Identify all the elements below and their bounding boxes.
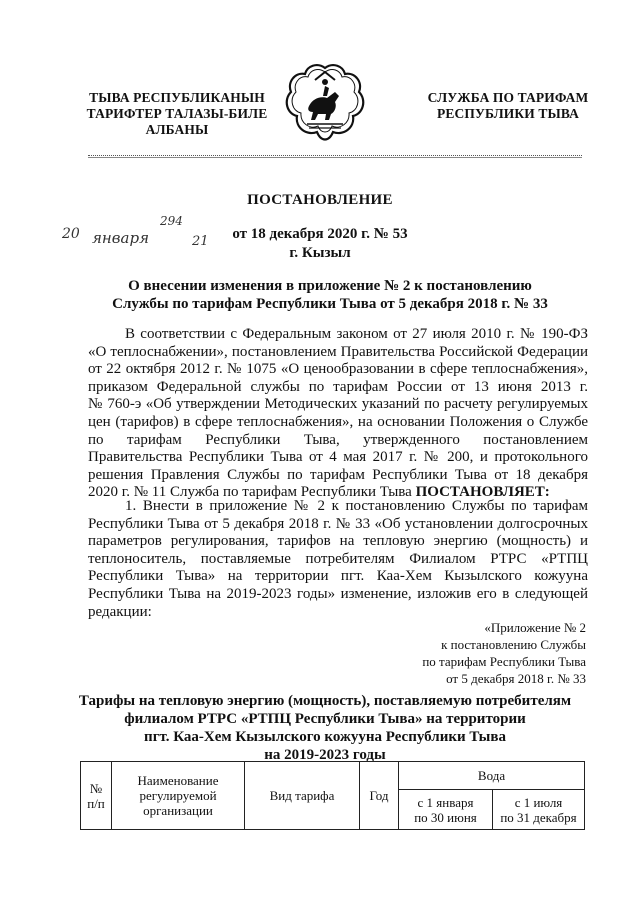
preamble-line: от 22 октября 2012 г. № 1075 «О ценообразовании в сфере теплоснабжения»,	[88, 361, 588, 378]
header-line: с 1 января	[417, 794, 474, 810]
handwritten-reg-number: 294	[160, 214, 183, 228]
handwritten-year: 21	[192, 234, 209, 249]
preamble-line: «О теплоснабжении», постановлением Правительства Российской Федерации	[88, 343, 588, 360]
table-header-water: Вода	[399, 762, 585, 790]
preamble-line: В соответствии с Федеральным законом от 27 июля 2010 г. № 190-ФЗ	[125, 326, 588, 342]
table-title	[60, 692, 590, 764]
header-line: организации	[143, 803, 213, 818]
item-line: редакции:	[88, 603, 152, 620]
table-header-organization	[112, 762, 245, 830]
table-title-line: Тарифы на тепловую энергию (мощность), поставляемую потребителям	[78, 693, 572, 709]
item-1-paragraph	[88, 498, 588, 621]
table-title-line: пгт. Каа-Хем Кызылского кожууна Республики Тыва	[144, 729, 506, 745]
org-name-line: СЛУЖБА ПО ТАРИФАМ	[427, 90, 589, 105]
header-line: №	[89, 780, 103, 796]
appendix-line: от 5 декабря 2018 г. № 33	[446, 671, 586, 686]
subject-line: Службы по тарифам Республики Тыва от 5 декабря 2018 г. № 33	[112, 296, 548, 312]
header-line: по 30 июня	[414, 809, 477, 825]
table-header-number	[81, 762, 112, 830]
header-line: Наименование	[137, 773, 219, 788]
preamble-line: № 760-э «Об утверждении Методических указаний по расчету регулируемых	[88, 396, 588, 413]
document-subject	[80, 277, 580, 313]
org-name-line: ТАРИФТЕР ТАЛАЗЫ-БИЛЕ	[86, 106, 268, 121]
item-line: Республики Тыва» на территории пгт. Каа-Хем Кызылского кожууна	[88, 568, 588, 585]
table-header-year: Год	[360, 762, 399, 830]
table-header-first-half	[399, 790, 493, 830]
header-line: регулируемой	[139, 788, 217, 803]
item-line: Республики Тыва от 5 декабря 2018 г. № 33 «Об установлении долгосрочных	[88, 515, 588, 532]
preamble-line: Правительства Республики Тыва от 4 мая 2017 г. № 200, и протокольного	[88, 449, 588, 466]
subject-line: О внесении изменения в приложение № 2 к постановлению	[128, 278, 532, 294]
document-date-number: от 18 декабря 2020 г. № 53	[232, 226, 408, 242]
preamble-line: цен (тарифов) в сфере теплоснабжения», на основании Положения о Службе	[88, 413, 588, 430]
org-name-line: РЕСПУБЛИКИ ТЫВА	[437, 106, 579, 121]
header-line: по 31 декабря	[500, 809, 577, 825]
org-name-line: ТЫВА РЕСПУБЛИКАНЫН	[89, 90, 265, 105]
appendix-reference	[360, 619, 586, 687]
table-title-line: на 2019-2023 годы	[264, 747, 386, 763]
tariff-table	[80, 761, 585, 830]
item-line: Республики Тыва на 2019-2023 годы» изменение, изложив его в следующей	[88, 585, 588, 602]
document-city: г. Кызыл	[289, 245, 351, 261]
table-title-line: филиалом РТРС «РТПЦ Республики Тыва» на территории	[124, 711, 526, 727]
header-line: п/п	[87, 795, 105, 811]
preamble-line: по тарифам Республики Тыва, утвержденного постановлением	[88, 431, 588, 448]
item-line: параметров регулирования, тарифов на тепловую энергию (мощность) и	[88, 533, 588, 550]
table-header-tariff-type: Вид тарифа	[245, 762, 360, 830]
document-type: ПОСТАНОВЛЕНИЕ	[247, 192, 393, 208]
appendix-line: «Приложение № 2	[484, 620, 586, 635]
org-name-tuvan	[72, 90, 282, 138]
preamble-paragraph	[88, 326, 588, 502]
item-line: теплоноситель, поставляемые потребителям Филиалом РТРС «РТПЦ	[88, 550, 588, 567]
appendix-line: к постановлению Службы	[441, 637, 586, 652]
preamble-line: решения Правления Службы по тарифам Республики Тыва от 18 декабря	[88, 466, 588, 483]
item-line: 1. Внести в приложение № 2 к постановлению Службы по тарифам	[125, 498, 588, 514]
header-divider	[88, 155, 582, 156]
tuva-coat-of-arms-icon	[285, 62, 365, 148]
handwritten-month: января	[92, 229, 150, 247]
preamble-line: приказом Федеральной службы по тарифам России от 13 июня 2013 г.	[88, 378, 588, 395]
preamble-line: 2020 г. № 11 Служба по тарифам Республики Тыва	[88, 484, 412, 501]
resolves-keyword: ПОСТАНОВЛЯЕТ:	[415, 484, 550, 501]
header-divider	[88, 157, 582, 158]
org-name-russian	[408, 90, 608, 122]
org-name-line: АЛБАНЫ	[145, 122, 209, 137]
table-header-second-half	[493, 790, 585, 830]
appendix-line: по тарифам Республики Тыва	[422, 654, 586, 669]
header-line: с 1 июля	[514, 794, 563, 810]
handwritten-day: 20	[62, 226, 80, 242]
